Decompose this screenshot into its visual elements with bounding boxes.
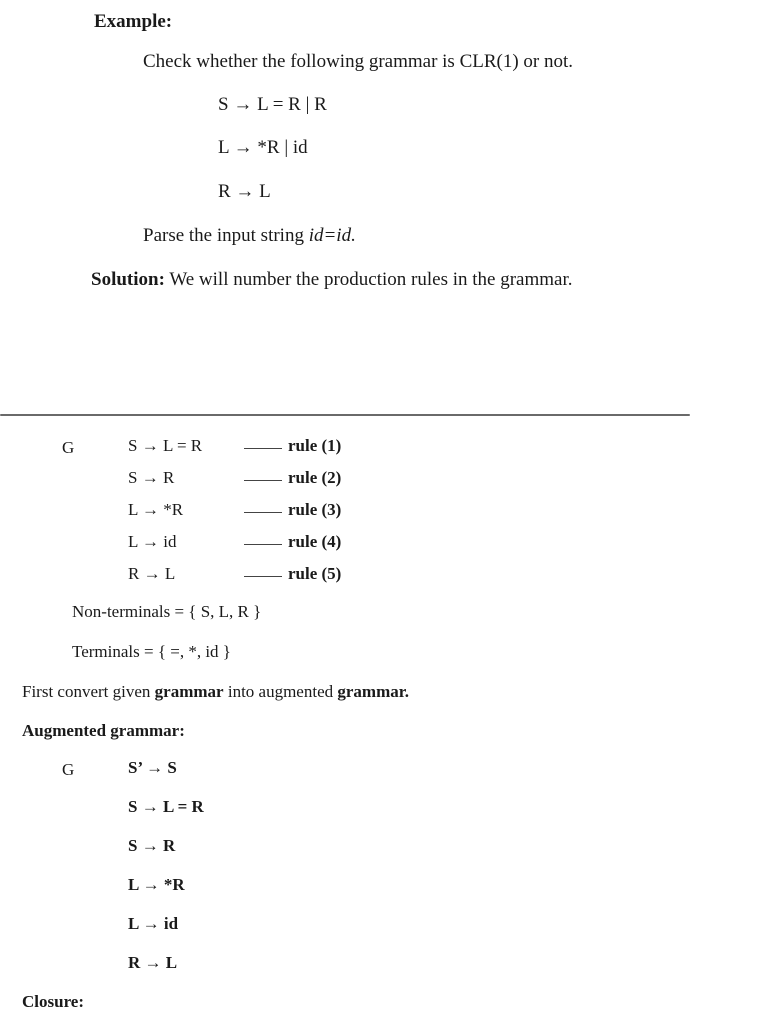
page-divider (0, 414, 690, 416)
grammar-line-3: R → L (218, 181, 271, 202)
augmented-rule: S’ → S (128, 758, 177, 777)
rule-label: rule (3) (288, 500, 342, 519)
parse-instruction: Parse the input string id=id. (143, 225, 356, 246)
rule-production: R → L (128, 564, 176, 583)
solution-label: Solution: (91, 269, 165, 290)
grammar-line-2: L → *R | id (218, 137, 308, 158)
terminals-set: Terminals = { =, *, id } (72, 642, 231, 661)
rule-dash (244, 576, 282, 577)
closure-heading: Closure: (22, 992, 85, 1011)
augmented-grammar-symbol: G (62, 760, 75, 779)
grammar-line-1: S → L = R | R (218, 94, 327, 115)
rule-label: rule (1) (288, 436, 342, 455)
rule-dash (244, 544, 282, 545)
rule-label: rule (4) (288, 532, 342, 551)
augmented-rule: L → *R (128, 875, 185, 894)
augmented-rule: S → L = R (128, 797, 204, 816)
question-text: Check whether the following grammar is CLR(1) or not. (143, 51, 574, 72)
augmented-rule: S → R (128, 836, 176, 855)
rule-production: L → id (128, 532, 177, 551)
rule-label: rule (2) (288, 468, 342, 487)
solution-line: Solution: We will number the production rules in the grammar. (91, 269, 573, 290)
input-string: id=id. (308, 225, 356, 246)
rule-dash (244, 512, 282, 513)
rule-dash (244, 480, 282, 481)
example-heading: Example: (94, 11, 173, 32)
convert-instruction: First convert given grammar into augmented grammar. (22, 682, 409, 701)
augmented-rule: R → L (128, 953, 178, 972)
rule-dash (244, 448, 282, 449)
augmented-rule: L → id (128, 914, 179, 933)
rule-label: rule (5) (288, 564, 342, 583)
augmented-heading: Augmented grammar: (22, 721, 185, 740)
rule-production: L → *R (128, 500, 184, 519)
nonterminals-set: Non-terminals = { S, L, R } (72, 602, 262, 621)
rule-production: S → R (128, 468, 175, 487)
rule-production: S → L = R (128, 436, 203, 455)
grammar-symbol: G (62, 438, 75, 457)
